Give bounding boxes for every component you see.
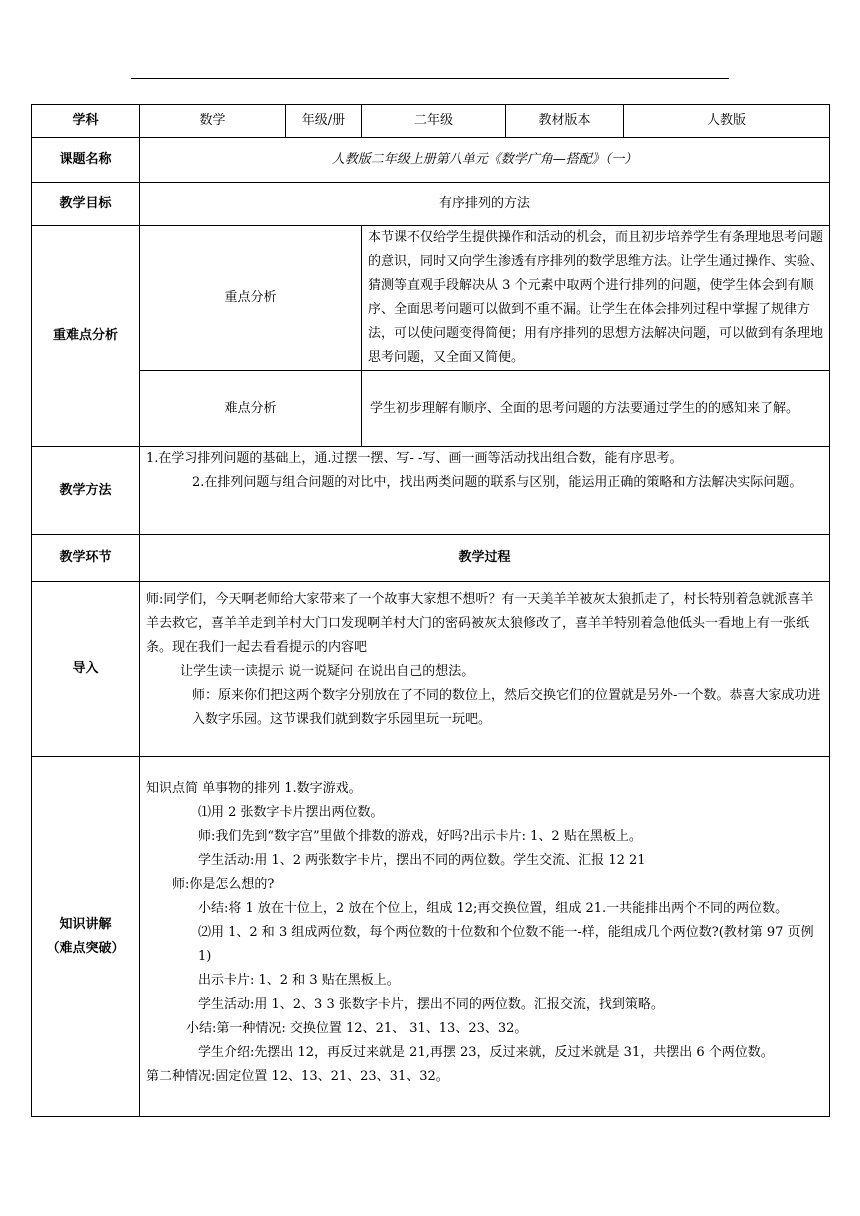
knowledge-line-2: ⑴用 2 张数字卡片摆出两位数。 bbox=[198, 805, 384, 820]
method-line-2: 2.在排列问题与组合问题的对比中，找出两类问题的联系与区别，能运用正确的策略和方法解决实际问题。 bbox=[192, 475, 803, 490]
intro-paragraph-3: 师：原来你们把这两个数字分别放在了不同的数位上，然后交换它们的位置就是另外-一个数。恭喜大家成功进入数字乐园。这节课我们就到数字乐园里玩一玩吧。 bbox=[192, 688, 821, 727]
process-header-title: 教学过程 bbox=[140, 535, 830, 582]
intro-text bbox=[140, 582, 830, 757]
knowledge-label bbox=[32, 757, 140, 1117]
header-rule bbox=[131, 78, 729, 79]
intro-paragraph-1: 师:同学们，今天啊老师给大家带来了一个故事大家想不想听？有一天美羊羊被灰太狼抓走了，村长特别着急就派喜羊羊去救它，喜羊羊走到羊村大门口发现啊羊村大门的密码被灰太狼修改了，喜羊羊特别着急他低头一看地上有一张纸条。现在我们一起去看看提示的内容吧 bbox=[146, 592, 814, 655]
subject-row bbox=[32, 105, 830, 138]
intro-row bbox=[32, 582, 830, 757]
key-point-row bbox=[32, 226, 830, 371]
knowledge-text bbox=[140, 757, 830, 1117]
knowledge-line-7: ⑵用 1、2 和 3 组成两位数，每个两位数的十位数和个位数不能一-样，能组成几个两位数?(教材第 97 页例 1) bbox=[198, 925, 814, 964]
topic-label: 课题名称 bbox=[32, 138, 140, 183]
method-text bbox=[140, 447, 830, 535]
goal-value: 有序排列的方法 bbox=[140, 183, 830, 226]
intro-paragraph-2: 让学生读一读提示 说一说疑问 在说出自己的想法。 bbox=[180, 664, 475, 679]
key-point-text: 本节课不仅给学生提供操作和活动的机会，而且初步培养学生有条理地思考问题的意识，同时又向学生渗透有序排列的数学思维方法。让学生通过操作、实验、猜测等直观手段解决从 3 个元素中取两个进行排列的问题，使学生体会到有顺序、全面思考问题可以做到不重不漏。让学生在体会排列过程中掌握了规律方法，可以使问题变得简便；用有序排列的思想方法解决问题，可以做到有条理地思考问题，又全面又简便。 bbox=[362, 226, 830, 371]
knowledge-line-6: 小结:将 1 放在十位上，2 放在个位上，组成 12;再交换位置，组成 21.一共能排出两个不同的两位数。 bbox=[198, 901, 789, 916]
key-point-label: 重点分析 bbox=[140, 226, 362, 371]
edition-value: 人教版 bbox=[624, 105, 830, 138]
process-section-label: 教学环节 bbox=[32, 535, 140, 582]
knowledge-label-line-2: （难点突破） bbox=[46, 940, 125, 956]
subject-label: 学科 bbox=[32, 105, 140, 138]
knowledge-line-1: 知识点简 单事物的排列 1.数字游戏。 bbox=[146, 781, 362, 796]
knowledge-line-12: 第二种情况:固定位置 12、13、21、23、31、32。 bbox=[146, 1069, 449, 1084]
knowledge-label-line-1: 知识讲解 bbox=[59, 916, 112, 932]
grade-label: 年级/册 bbox=[286, 105, 362, 138]
grade-value: 二年级 bbox=[362, 105, 506, 138]
subject-value: 数学 bbox=[140, 105, 286, 138]
topic-value: 人教版二年级上册第八单元《数学广角—搭配》（一） bbox=[140, 138, 830, 183]
knowledge-line-10: 小结:第一种情况: 交换位置 12、21、 31、13、23、32。 bbox=[186, 1021, 528, 1036]
analysis-label: 重难点分析 bbox=[32, 226, 140, 447]
method-row bbox=[32, 447, 830, 535]
knowledge-line-11: 学生介绍:先摆出 12，再反过来就是 21,再摆 23，反过来就，反过米就是 31，共摆出 6 个两位数。 bbox=[198, 1045, 774, 1060]
knowledge-line-9: 学生活动:用 1、2、3 3 张数字卡片，摆出不同的两位数。汇报交流，找到策略。 bbox=[198, 997, 664, 1012]
goal-label: 教学目标 bbox=[32, 183, 140, 226]
topic-row bbox=[32, 138, 830, 183]
knowledge-line-8: 出示卡片: 1、2 和 3 贴在黑板上。 bbox=[198, 973, 400, 988]
difficulty-row bbox=[32, 371, 830, 447]
process-header-row bbox=[32, 535, 830, 582]
knowledge-line-5: 师:你是怎么想的? bbox=[172, 877, 275, 892]
knowledge-line-4: 学生活动:用 1、2 两张数字卡片，摆出不同的两位数。学生交流、汇报 12 21 bbox=[198, 853, 646, 868]
intro-label: 导入 bbox=[32, 582, 140, 757]
edition-label: 教材版本 bbox=[506, 105, 624, 138]
goal-row bbox=[32, 183, 830, 226]
difficulty-text: 学生初步理解有顺序、全面的思考问题的方法要通过学生的的感知来了解。 bbox=[362, 371, 830, 447]
method-label: 教学方法 bbox=[32, 447, 140, 535]
difficulty-label: 难点分析 bbox=[140, 371, 362, 447]
knowledge-row bbox=[32, 757, 830, 1117]
method-line-1: 1.在学习排列问题的基础上，通.过摆一摆、写- -写、画一画等活动找出组合数，能有序思考。 bbox=[146, 451, 683, 466]
knowledge-line-3: 师:我们先到“数字宫”里做个排数的游戏，好吗?出示卡片: 1、2 贴在黑板上。 bbox=[198, 829, 642, 844]
lesson-plan-table bbox=[31, 104, 830, 1117]
